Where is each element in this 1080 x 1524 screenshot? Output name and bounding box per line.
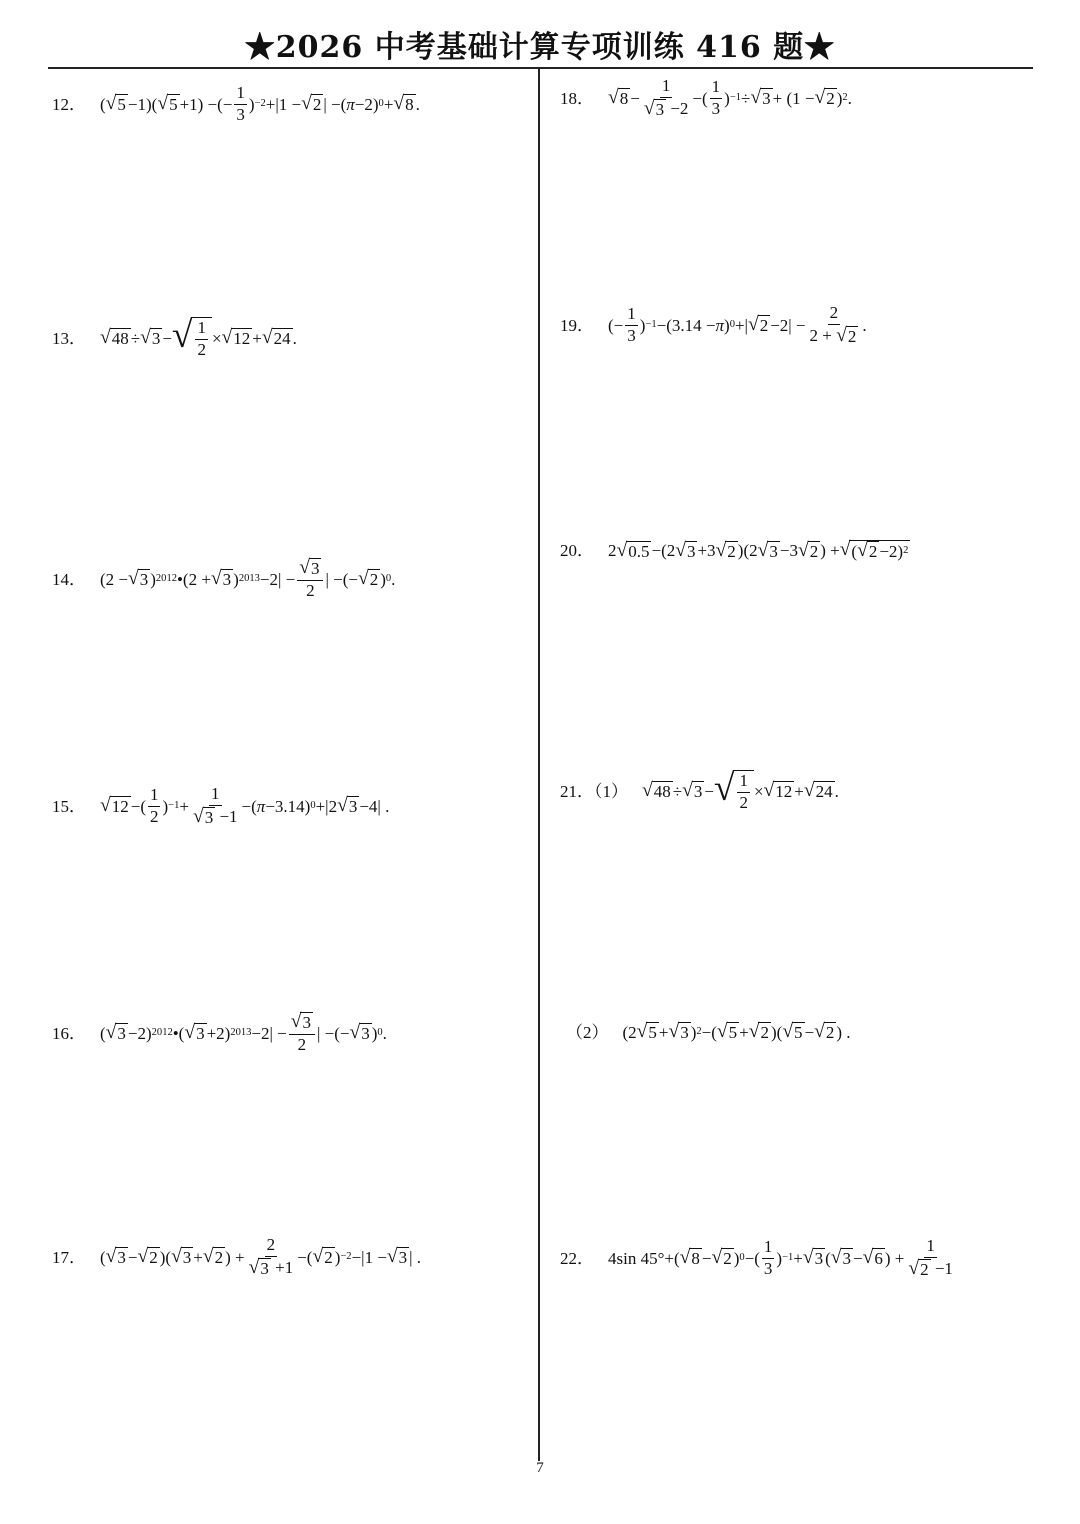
problem-number: 14． (52, 569, 86, 589)
problem-12 (52, 83, 420, 125)
problem-number: （2） (566, 1022, 609, 1042)
problem-expression: √ 8 − 1 √ 3 −2 −( 1 3 ) −1 ÷ √ 3 + (1 − √ 2 ) 2 . (608, 76, 852, 119)
problem-expression: (2 √ 5 + √ 3 ) 2 −( √ 5 + √ 2 )( √ 5 − √ 2 ) . (622, 1021, 851, 1042)
problem-expression: ( √ 3 − √ 2 )( √ 3 + √ 2 ) + 2 √ 3 +1 −( √ 2 ) −2 −|1 − √ 3 | . (100, 1235, 422, 1278)
problem-20 (560, 540, 910, 562)
problem-number: 13． (52, 329, 86, 349)
problem-expression: (2 − √ 3 ) 2012 •(2 + √ 3 ) 2013 −2| − √ 3 2 | −(− √ 2 ) 0 . (100, 557, 396, 600)
page-title: ★2026 中考基础计算专项训练 416 题★ (244, 30, 836, 65)
problem-19 (560, 303, 867, 347)
header-rule (48, 67, 1033, 69)
problem-number: 21．（1） (560, 782, 628, 802)
problem-expression: ( √ 3 −2) 2012 •( √ 3 +2) 2013 −2| − √ 3 2 | −(− √ 3 ) 0 . (100, 1011, 387, 1054)
problem-number: 22． (560, 1248, 594, 1268)
problem-13 (52, 317, 297, 360)
problem-number: 20． (560, 541, 594, 561)
problem-22 (560, 1236, 957, 1280)
problem-18 (560, 76, 852, 120)
column-divider (538, 69, 540, 1461)
problem-expression: 2 √ 0.5 −(2 √ 3 +3 √ 2 )(2 √ 3 −3 √ 2 ) + √ ( √ 2 −2) 2 (608, 539, 909, 561)
problem-21-1 (560, 770, 839, 813)
problem-number: 17． (52, 1247, 86, 1267)
page-number: 7 (536, 1460, 544, 1476)
problem-expression: 4sin 45°+( √ 8 − √ 2 ) 0 −( 1 3 ) −1 + √ 3 ( √ 3 − √ 6 ) + 1 √ 2 −1 (608, 1236, 953, 1279)
problem-17 (52, 1235, 421, 1279)
problem-expression: ( √ 5 −1)( √ 5 +1) −(− 1 3 ) −2 +|1 − √ 2 | −( π −2) 0 + √ 8 . (100, 83, 420, 124)
problem-expression: √ 48 ÷ √ 3 − √ 1 2 × √ 12 + √ 24 . (100, 315, 297, 359)
problem-15 (52, 784, 389, 828)
problem-16 (52, 1011, 387, 1055)
problem-number: 12． (52, 94, 86, 114)
problem-number: 15． (52, 796, 86, 816)
problem-expression: √ 48 ÷ √ 3 − √ 1 2 × √ 12 + √ 24 . (642, 768, 839, 812)
problem-number: 16． (52, 1023, 86, 1043)
problem-expression: √ 12 −( 1 2 ) −1 + 1 √ 3 −1 −( π −3.14) 0 +|2 √ 3 −4| . (100, 784, 390, 827)
problem-expression: (− 1 3 ) −1 −(3.14 − π ) 0 +| √ 2 −2| − 2 2 + √ 2 . (608, 303, 867, 346)
problem-21-2 (566, 1022, 851, 1043)
problem-number: 19． (560, 315, 594, 335)
problem-14 (52, 557, 395, 601)
problem-number: 18． (560, 88, 594, 108)
